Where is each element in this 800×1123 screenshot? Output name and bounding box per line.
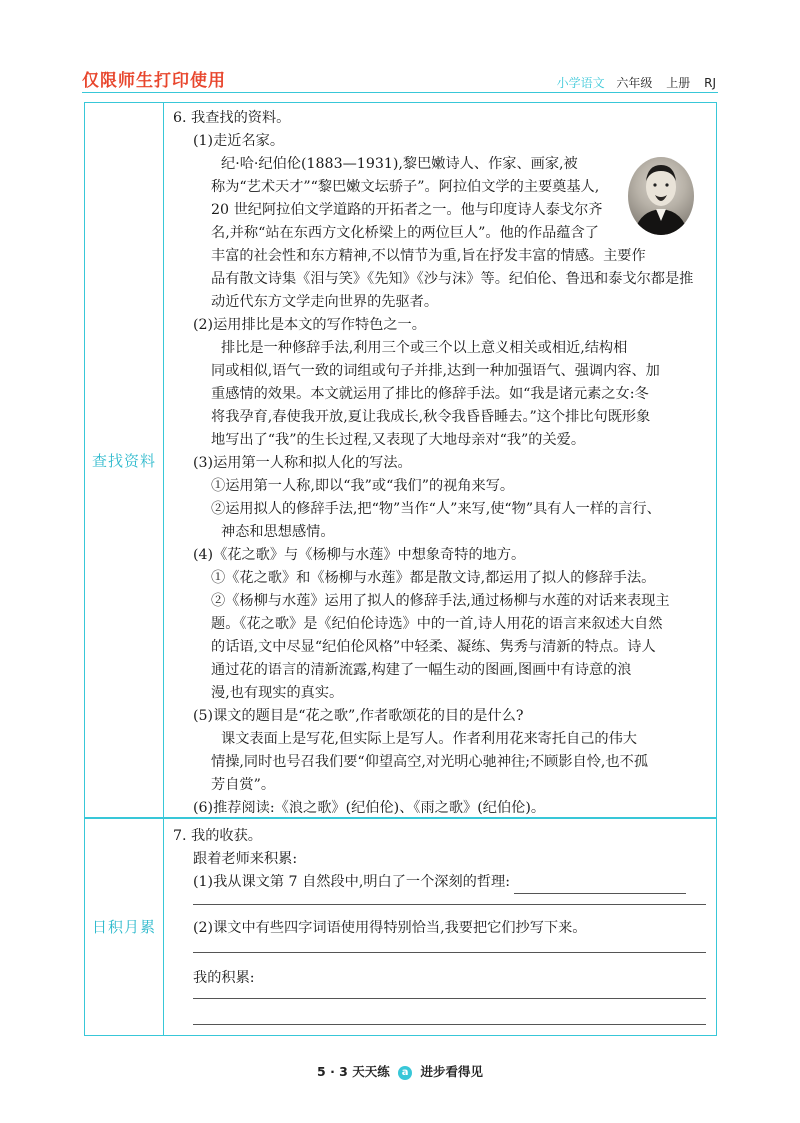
paragraph-line: 通过花的语言的清新流露,构建了一幅生动的图画,图画中有诗意的浪	[211, 662, 632, 678]
footer-slogan: 进步看得见	[420, 1064, 483, 1079]
book-info	[557, 74, 716, 91]
bio-line: 称为“艺术天才”“黎巴嫩文坛骄子”。阿拉伯文学的主要奠基人,	[211, 179, 600, 195]
bio-line: 品有散文诗集《泪与笑》《先知》《沙与沫》等。纪伯伦、鲁迅和泰戈尔都是推	[211, 271, 694, 287]
paragraph-line: ②运用拟人的修辞手法,把“物”当作“人”来写,使“物”具有人一样的言行、	[211, 501, 661, 517]
question-2: (2)课文中有些四字词语使用得特别恰当,我要把它们抄写下来。	[193, 920, 587, 936]
worksheet-frame	[84, 102, 717, 1036]
section-title: 6. 我查找的资料。	[173, 110, 291, 126]
paragraph-line: 的话语,文中尽显“纪伯伦风格”中轻柔、凝练、隽秀与清新的特点。诗人	[211, 639, 656, 655]
item-heading: (5)课文的题目是“花之歌”,作者歌颂花的目的是什么?	[193, 708, 524, 724]
sidebar-cell-accumulation	[85, 817, 164, 1035]
item-heading: (1)走近名家。	[193, 133, 285, 149]
volume-label: 上册	[666, 76, 691, 90]
answer-line-4[interactable]	[193, 1024, 706, 1025]
research-section	[173, 107, 708, 820]
paragraph-line: 同或相似,语气一致的词组或句子并排,达到一种加强语气、强调内容、加	[211, 363, 660, 379]
bio-line: 丰富的社会性和东方精神,不以情节为重,旨在抒发丰富的情感。主要作	[211, 248, 646, 264]
paragraph-line: 将我孕育,春使我开放,夏让我成长,秋令我昏昏睡去。”这个排比句既形象	[211, 409, 651, 425]
author-bio	[173, 153, 708, 314]
paragraph-line: ①《花之歌》和《杨柳与水莲》都是散文诗,都运用了拟人的修辞手法。	[211, 570, 656, 586]
paragraph-line: 题。《花之歌》是《纪伯伦诗选》中的一首,诗人用花的语言来叙述大自然	[211, 616, 663, 632]
accumulation-label: 我的积累:	[193, 970, 255, 986]
paragraph-line: 芳自赏”。	[211, 777, 276, 793]
answer-line-3[interactable]	[193, 998, 706, 999]
item-heading: (2)运用排比是本文的写作特色之一。	[193, 317, 426, 333]
paragraph-line: 地写出了“我”的生长过程,又表现了大地母亲对“我”的关爱。	[211, 432, 586, 448]
footer-brand: 5 · 3 天天练	[317, 1064, 390, 1079]
item-heading: (4)《花之歌》与《杨柳与水莲》中想象奇特的地方。	[193, 547, 526, 563]
item-heading: (3)运用第一人称和拟人化的写法。	[193, 455, 412, 471]
first-person-explanation	[173, 475, 708, 544]
parallelism-explanation	[173, 337, 708, 452]
sidebar-label-accumulation: 日积月累	[91, 917, 156, 936]
paragraph-line: ①运用第一人称,即以“我”或“我们”的视角来写。	[211, 478, 515, 494]
answer-line-1b[interactable]	[193, 904, 706, 905]
paragraph-line: 课文表面上是写花,但实际上是写人。作者利用花来寄托自己的伟大	[221, 731, 637, 747]
subject-label: 小学语文	[556, 76, 605, 90]
portrait-image	[628, 157, 694, 235]
sidebar-cell-research	[85, 103, 164, 817]
paragraph-line: 情操,同时也号召我们要“仰望高空,对光明心驰神往;不顾影自怜,也不孤	[211, 754, 649, 770]
imagination-explanation	[173, 567, 708, 705]
footer-badge: a	[398, 1066, 412, 1080]
page-footer	[0, 1062, 800, 1080]
answer-line-row	[173, 940, 708, 963]
print-notice: 仅限师生打印使用	[82, 71, 226, 91]
author-portrait	[628, 157, 694, 235]
title-purpose-explanation	[173, 728, 708, 797]
grade-label: 六年级	[616, 76, 653, 90]
answer-blank-1[interactable]	[514, 877, 686, 894]
sidebar-label-research: 查找资料	[91, 451, 156, 470]
item-heading: (6)推荐阅读:《浪之歌》(纪伯伦)、《雨之歌》(纪伯伦)。	[193, 800, 546, 816]
bio-line: 纪·哈·纪伯伦(1883—1931),黎巴嫩诗人、作家、画家,被	[221, 156, 578, 172]
bio-line: 动近代东方文学走向世界的先驱者。	[211, 294, 439, 310]
bio-line: 20 世纪阿拉伯文学道路的开拓者之一。他与印度诗人泰戈尔齐	[211, 202, 603, 218]
edition-label: RJ	[704, 76, 716, 90]
accumulation-section	[173, 825, 708, 1040]
paragraph-line: 重感情的效果。本文就运用了排比的修辞手法。如“我是诸元素之女:冬	[211, 386, 649, 402]
header-divider	[82, 92, 718, 93]
accumulation-intro: 跟着老师来积累:	[193, 851, 298, 867]
answer-line-2[interactable]	[193, 952, 706, 953]
paragraph-line: 漫,也有现实的真实。	[211, 685, 344, 701]
paragraph-line: 排比是一种修辞手法,利用三个或三个以上意义相关或相近,结构相	[221, 340, 628, 356]
paragraph-line: 神态和思想感情。	[221, 524, 335, 540]
question-1-text: (1)我从课文第 7 自然段中,明白了一个深刻的哲理:	[193, 874, 510, 890]
question-1	[173, 871, 708, 894]
paragraph-line: ②《杨柳与水莲》运用了拟人的修辞手法,通过杨柳与水莲的对话来表现主	[211, 593, 670, 609]
section-title: 7. 我的收获。	[173, 828, 262, 844]
bio-line: 名,并称“站在东西方文化桥梁上的两位巨人”。他的作品蕴含了	[211, 225, 599, 241]
answer-lines-block	[173, 990, 708, 1040]
answer-line-row	[173, 894, 708, 917]
